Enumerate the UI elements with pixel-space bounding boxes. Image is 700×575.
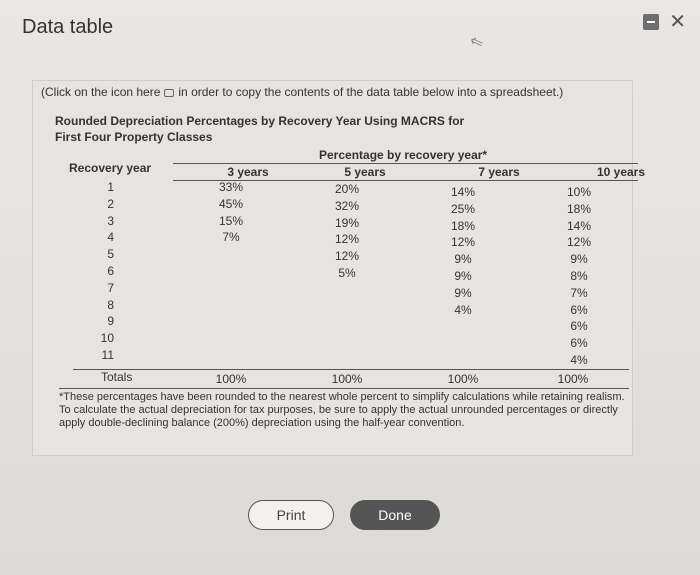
window-title: Data table <box>22 16 114 38</box>
pct-5yr-cell: 12% <box>334 249 360 264</box>
cursor-icon: ⇖ <box>467 32 487 53</box>
recovery-year-cell: 2 <box>107 196 114 211</box>
pct-10yr-cell: 14% <box>566 218 592 233</box>
pct-7yr-cell: 9% <box>454 252 472 267</box>
pct-10yr-cell: 18% <box>566 201 592 216</box>
done-button[interactable]: Done <box>350 500 440 530</box>
pct-3yr-cell: 45% <box>218 196 244 211</box>
recovery-year-cell: 3 <box>107 213 114 228</box>
pct-10yr-cell: 4% <box>570 353 588 367</box>
recovery-year-cell: 11 <box>101 348 114 362</box>
totals-top-line <box>73 369 629 370</box>
recovery-year-cell: 8 <box>107 297 114 312</box>
pct-10yr-cell: 6% <box>570 319 588 334</box>
recovery-year-cell: 6 <box>107 264 114 278</box>
group-header-line <box>173 163 638 164</box>
pct-10yr-cell: 9% <box>570 252 588 267</box>
col-header-recovery-year: Recovery year <box>69 161 152 175</box>
totals-bottom-line <box>59 388 629 389</box>
group-header: Percentage by recovery year* <box>319 148 488 162</box>
minimize-icon[interactable] <box>643 14 659 30</box>
pct-7yr-cell: 14% <box>450 185 476 199</box>
pct-5yr-cell: 19% <box>334 215 360 230</box>
pct-3yr-cell: 33% <box>218 180 244 194</box>
footnote: *These percentages have been rounded to the nearest whole percent to simplify calculations while retaining realism. To calculate the actual depreciation for tax purposes, be sure to apply the actual unrounded percentages or directly apply double-declining balance (200%) depreciation using the half-year convention. <box>59 391 625 429</box>
close-icon[interactable]: ✕ <box>669 11 686 33</box>
copy-hint: (Click on the icon here in order to copy the contents of the data table below into a spreadsheet.) <box>41 85 564 99</box>
recovery-year-cell: 7 <box>107 280 114 295</box>
pct-10yr-cell: 8% <box>570 269 588 283</box>
col-header-5-years: 5 years <box>344 165 386 179</box>
copy-icon[interactable] <box>164 89 174 97</box>
recovery-year-cell: 1 <box>107 180 114 194</box>
totals-label: Totals <box>101 370 133 384</box>
pct-7yr-cell: 9% <box>454 285 472 300</box>
totals-cell: 100% <box>331 372 363 386</box>
pct-5yr-cell: 32% <box>334 198 360 213</box>
pct-10yr-cell: 7% <box>570 285 588 300</box>
col-header-3-years: 3 years <box>227 165 269 179</box>
recovery-year-cell: 5 <box>107 247 114 262</box>
pct-5yr-cell: 12% <box>334 232 360 247</box>
pct-5yr-cell: 20% <box>334 182 360 196</box>
window-controls <box>643 11 686 33</box>
pct-5yr-cell: 5% <box>338 266 356 280</box>
col-header-7-years: 7 years <box>478 165 520 179</box>
pct-10yr-cell: 10% <box>566 185 592 199</box>
pct-7yr-cell: 18% <box>450 218 476 233</box>
pct-7yr-cell: 25% <box>450 201 476 216</box>
print-button[interactable]: Print <box>248 500 334 530</box>
pct-7yr-cell: 4% <box>454 302 472 317</box>
table-heading: Rounded Depreciation Percentages by Recovery Year Using MACRS for First Four Property Classes <box>55 114 465 144</box>
pct-3yr-cell: 15% <box>218 213 244 228</box>
totals-cell: 100% <box>557 372 589 386</box>
pct-7yr-cell: 9% <box>454 269 472 283</box>
pct-7yr-cell: 12% <box>450 235 476 250</box>
totals-cell: 100% <box>447 372 479 386</box>
pct-10yr-cell: 6% <box>570 336 588 351</box>
recovery-year-cell: 9 <box>107 314 114 329</box>
pct-10yr-cell: 12% <box>566 235 592 250</box>
data-table-panel <box>32 80 646 456</box>
recovery-year-cell: 10 <box>100 331 114 346</box>
totals-cell: 100% <box>215 372 247 386</box>
col-header-10-years: 10 years <box>596 165 646 179</box>
pct-3yr-cell: 7% <box>222 230 240 245</box>
pct-10yr-cell: 6% <box>570 302 588 317</box>
recovery-year-cell: 4 <box>107 230 114 245</box>
